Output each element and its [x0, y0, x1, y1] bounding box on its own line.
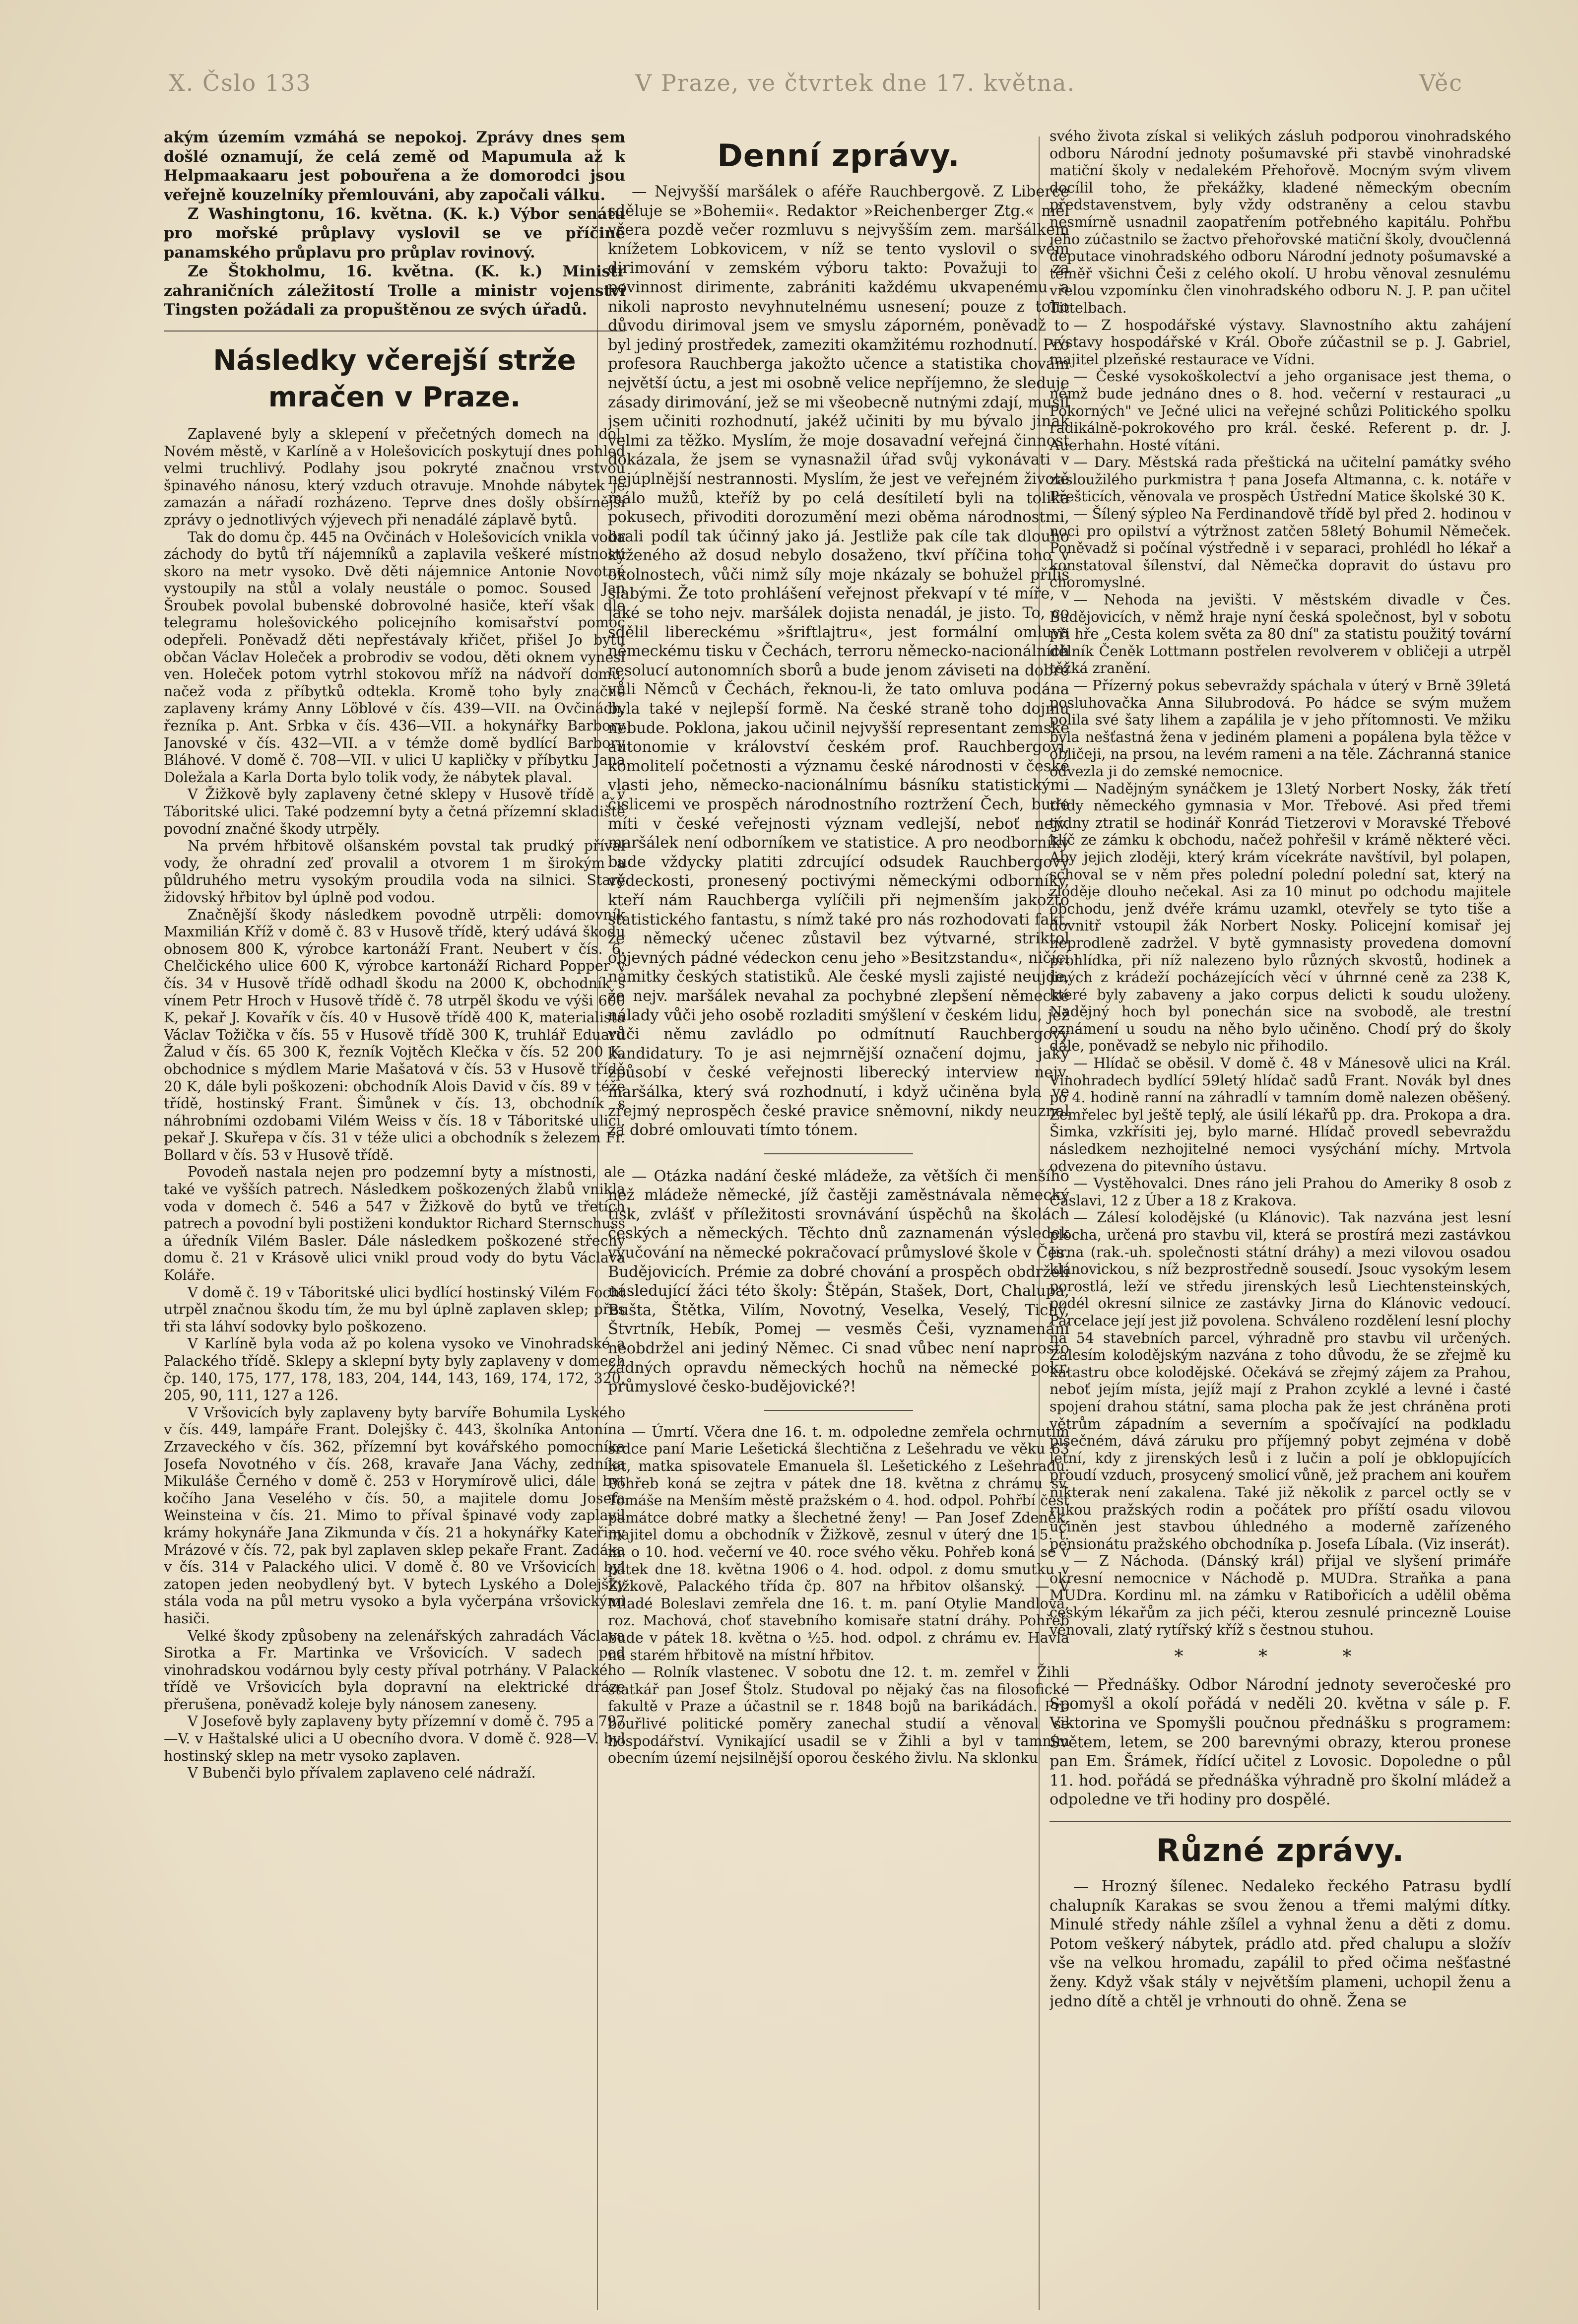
page-header	[0, 0, 1578, 129]
header-issue: X. Čslo 133	[169, 69, 312, 96]
column-2	[608, 128, 1069, 2312]
news-item: — Z Náchoda. (Dánský král) přijal ve slyšení primáře okresní nemocnice v Náchodě p. MUDra. Straňka a pana MUDra. Kordinu ml. na zámku v Ratibořicích a udělil oběma českým lékařům za jich péči, kterou zesnulé princezně Louise věnovali, zlatý rytířský kříž s čestnou stuhou.	[1050, 1553, 1511, 1638]
news-item: — Úmrtí. Včera dne 16. t. m. odpoledne zemřela ochrnutím srdce paní Marie Lešetická šlechtična z Lešehradu ve věku 63 let, matka spisovatele Emanuela šl. Lešetického z Lešehradu. Pohřeb koná se zejtra v pátek dne 18. května z chrámu sv. Tomáše na Menším městě pražském o 4. hod. odpol. Pohřbí čest památce dobré matky a šlechetné ženy! — Pan Josef Zdeněk, majitel domu a obchodník v Žižkově, zesnul v úterý dne 15. t. m. o 10. hod. večerní ve 40. roce svého věku. Pohřeb koná se v pátek dne 18. května 1906 o 4. hod. odpol. z domu smutku v Žižkově, Palackého třída čp. 807 na hřbitov olšanský. — V Mladé Boleslavi zemřela dne 16. t. m. paní Otylie Mandlová, roz. Machová, choť stavebního komisaře statní dráhy. Pohřeb bude v pátek 18. května o ½5. hod. odpol. z chrámu ev. Havla na starém hřbitově na místní hřbitov.	[608, 1423, 1069, 1663]
article-paragraph: V Bubenči bylo přívalem zaplaveno celé nádraží.	[188, 1765, 536, 1782]
news-item: — Vystěhovalci. Dnes ráno jeli Prahou do Ameriky 8 osob z Čáslavi, 12 z Úber a 18 z Krakova.	[1050, 1175, 1511, 1209]
col1-news-washington: Z Washingtonu, 16. května. (K. k.) Výbor senátu pro mořské průplavy vyslovil se ve příčině panamského průplavu pro průplav rovinový.	[164, 205, 625, 262]
divider	[764, 1153, 913, 1154]
article-paragraph: Značnější škody následkem povodně utrpěli: domovník Maxmilián Kříž v domě č. 83 v Husově třídě, který udává škodu obnosem 800 K, výrobce kartonáží Frant. Neubert v čís. 6. Chelčického ulice 600 K, výrobce kartonáží Richard Popper v čís. 34 v Husově třídě odhadl škodu na 2000 K, obchodník s vínem Petr Hroch v Husově třídě č. 78 utrpěl škodu ve výši 600 K, pekař J. Kovařík v čís. 40 v Husově třídě 400 K, materialista Václav Tožička v čís. 55 v Husově třídě 300 K, truhlář Eduard Žalud v čís. 65 300 K, řezník Vojtěch Klečka v čís. 52 200 K, obchodnice s mýdlem Marie Mašatová v čís. 53 v Husově třídě 20 K, dále byli poškozeni: obchodník Alois David v čís. 89 v téže třídě, hostinský Frant. Šimůnek v čís. 13, obchodník s náhrobními ozdobami Vilém Weiss v čís. 18 v Táboritské ulici, pekař J. Skuřepa v čís. 31 v téže ulici a obchodník s železem Fr. Bollard v čís. 53 v Husově třídě.	[164, 906, 625, 1163]
article-headline: Následky včerejší strže mračen v Praze.	[213, 344, 576, 413]
header-right: Věc	[1419, 69, 1463, 96]
divider	[1050, 1821, 1511, 1822]
article-paragraph: Povodeň nastala nejen pro podzemní byty a místnosti, ale také ve vyšších patrech. Následkem poškozených žlabů vnikla voda v domech č. 546 a 547 v Žižkově do bytů ve třetích patrech a povodní byli postiženi konduktor Richard Sternschuss a úředník Vilém Basler. Dále následkem poškozené střechy domu č. 21 v Krásově ulici vnikl proud vody do bytu Václava Koláře.	[164, 1164, 625, 1284]
news-item: — Nejvyšší maršálek o aféře Rauchbergově. Z Liberce sděluje se »Bohemii«. Redaktor »Reichenberger Ztg.« měl včera pozdě večer rozmluvu s nejvyšším zem. maršálkem knížetem Lobkovicem, v níž se tento vyslovil o svém dirimování v zemském výboru takto: Považuji to za povinnost dirimente, zabrániti každému ukvapenému a nikoli naprosto nevyhnutelnému usnesení; pouze z toho důvodu dirimoval jsem ve smyslu záporném, poněvadž to byl jediný prostředek, zameziti okamžitému rozhodnutí. Pro profesora Rauchberga jakožto učence a statistika chovám největší úctu, a jest mi osobně velice nepříjemno, že sleduje zásady dirimování, jež se mi všeobecně nutnými zdají, musil jsem učiniti rozhodnutí, jakéž učiniti by mu bývalo jinak velmi za těžko. Myslím, že moje dosavadní veřejná činnost dokázala, že jsem se vynasnažil úřad svůj vykonávati v nejúplnější nestrannosti. Myslím, že jest ve veřejném životě málo mužů, kteříž by po celá desítiletí byli na tolika pokusech, přivoditi dorozumění mezi oběma národnostmi, brali podíl tak účinný jako já. Jestliže pak cíle tak dlouho kýženého až dosud nebylo dosaženo, tkví příčina toho v okolnostech, vůči nimž síly moje nkázaly se bohužel příliš slabými. Že toto prohlášení veřejnost překvapí v té míře, v jaké se toho nejv. maršálek dojista nenadál, je jisto. To, co sdělil libereckému »šriftlajtru«, jest formální omluva německému tisku v Čechách, terroru německo-nacionálních resolucí autonomních sborů a bude jenom záviseti na dobré vůli Němců v Čechách, řeknou-li, že tato omluva podána byla také v nejlepší formě. Na české straně toho dojmu nebude. Poklona, jakou učinil nejvyšší representant zemské autonomie v království českém prof. Rauchbergovi, komolitelí početnosti a významu české národnosti v české vlasti jeho, německo-nacionálnímu básníku statistickými číslicemi ve prospěch národnostního roztržení Čech, bude míti v české veřejnosti význam vedlejší, neboť nejv. maršálek není odborníkem ve statistice. A pro neodborníky bude vždycky platiti zdrcující odsudek Rauchbergovy vědeckosti, pronesený poctivými německými odborníky, kteří nám Rauchberga vylíčili při nejmenším jakožto statistického fantastu, s nímž také pro nás rozhodovati fakt, že německý učenec zůstavil bez výtvarné, striktol objevných pádné védeckon cenu jeho »Besitzstandu«, ničící námitky českých statistiků. Ale české mysli zajisté neujde, že nejv. maršálek nevahal za pochybné zlepšení německé nálady vůči jeho osobě rozladiti smýšlení v českém lidu, jež vůči němu zavládlo po odmítnutí Rauchbergovy kandidatury. To je asi nejmrnější označení dojmu, jaký způsobí v české veřejnosti liberecký interview nejv. maršálka, který svá rozhodnutí, i když učiněna byla ve zřejmý neprospěch české pravice sněmovní, nikdy neuznal za dobré omlouvati tímto tónem.	[608, 183, 1069, 1139]
news-item: — Šílený sýpleo Na Ferdinandově třídě byl před 2. hodinou v noci pro opilství a výtržnost zatčen 58letý Bohumil Němeček. Poněvadž si počínal výstředně i v separaci, prohlédl ho lékař a konstatoval šílenství, dal Němečka dopravit do ústavu pro choromyslné.	[1050, 506, 1511, 591]
article-paragraph: V domě č. 19 v Táboritské ulici bydlící hostinský Vilém Focht utrpěl značnou škodu tím, že mu byl úplně zaplaven sklep; přes tři sta láhví sodovky bylo poškozeno.	[164, 1284, 625, 1335]
news-item: — Otázka nadání české mládeže, za větších či menšího než mládeže německé, jíž častěji zaměstnávala německý tisk, zvlášť v příležitosti srovnávání úspěchů na školách českých a německých. Těchto dnů zaznamenán výsledek vyučování na německé pokračovací průmyslové škole v Čes. Budějovicích. Prémie za dobré chování a prospěch obdrželi následující žáci této školy: Štěpán, Stašek, Dort, Chalupa, Bušta, Štětka, Vilím, Novotný, Veselka, Veselý, Tichý, Štvrtník, Hebík, Pomej — vesměs Češi, vyznamenání neobdržel ani jediný Němec. Ci snad vůbec není naprosto žádných opravdu německých hochů na německé pokr. průmyslové česko-budějovické?!	[608, 1167, 1069, 1396]
article-paragraph: V Josefově byly zaplaveny byty přízemní v domě č. 795 a 797—V. v Haštalské ulici a U obecního dvora. V domě č. 928—V. byl hostinský sklep na metr vysoko zaplaven.	[164, 1713, 625, 1764]
col1-news-stockholm: Ze Štokholmu, 16. května. (K. k.) Ministr zahraničních záležitostí Trolle a ministr vojenství Tingsten požádali za propuštěnou ze svých úřadů.	[164, 263, 625, 319]
article-paragraph: V Žižkově byly zaplaveny četné sklepy v Husově třídě a v Táboritské ulici. Také podzemní byty a četná přízemní skladiště povodní značné škody utrpěly.	[164, 786, 625, 837]
news-item: — Přednášky. Odbor Národní jednoty severočeské pro Spomyšl a okolí pořádá v neděli 20. května v sále p. F. Viktorina ve Spomyšli poučnou přednášku s programem: Světem, letem, se 200 barevnými obrazy, kterou pronese pan Em. Šrámek, řídící učitel z Lovosic. Dopoledne o půl 11. hod. pořádá se přednáška výhradně pro školní mládež a odpoledne ve tři hodiny pro dospělé.	[1050, 1676, 1511, 1809]
header-dateline: V Praze, ve čtvrtek dne 17. května.	[635, 69, 1076, 96]
column-3	[1050, 128, 1511, 2312]
section-title-daily-news: Denní zprávy.	[717, 137, 960, 174]
article-paragraph: V Karlíně byla voda až po kolena vysoko ve Vinohradské a Palackého třídě. Sklepy a sklepní byty byly zaplaveny v domech čp. 140, 175, 177, 178, 183, 204, 144, 143, 169, 174, 172, 320, 205, 90, 111, 127 a 126.	[164, 1335, 625, 1404]
news-item: — Nehoda na jevišti. V městském divadle v Čes. Budějovicích, v němž hraje nyní česká společnost, byl v sobotu při hře „Cesta kolem světa za 80 dní" za statistu použitý tovární dělník Čeněk Lottmann postřelen revolverem v obličeji a utrpěl těžká zranění.	[1050, 592, 1511, 677]
article-paragraph: Velké škody způsobeny na zelenářských zahradách Václava Sirotka a Fr. Martinka ve Vršovicích. V sadech pod vinohradskou vodárnou byly cesty příval potrhány. V Palackého třídě ve Vršovicích byla dopravní na elektrické dráze přerušena, poněvadž koleje byly nánosem zaneseny.	[164, 1627, 625, 1713]
col1-lead: akým územím vzmáhá se nepokoj. Zprávy dnes sem došlé oznamují, že celá země od Mapumula až k Helpmaakaaru jest pobouřena a že domorodci jsou veřejně kouzelníky přemlouváni, aby započali válku.	[164, 129, 625, 204]
news-item: — Nadějným synáčkem je 13letý Norbert Nosky, žák třetí třídy německého gymnasia v Mor. Třebové. Asi před třemi týdny ztratil se hodinář Konrád Tietzerovi v Moravské Třebové klíč ze zámku k obchodu, načež pohřešil v krámě některé věci. Aby jejich zloději, který krám vícekráte navštívil, byl polapen, schoval se v něm přes polední polední polední sat, který na zloděje dlouho nečekal. Asi za 10 minut po odchodu majitele obchodu, jenž dvéře krámu uzamkl, otevřely se tyto tiše a dovnitř vstoupil žák Norbert Nosky. Policejní komisař jej neprodleně zadržel. V bytě gymnasisty provedena domovní prohlídka, při níž nalezeno bylo různých skvostů, hodinek a jiných z krádeží pocházejících věcí v úhrnné ceně za 238 K, které byly zabaveny a jako corpus delicti k soudu uloženy. Nadějný hoch byl ponechán sice na svobodě, ale trestní oznámení u soudu na něho bylo učiněno. Chodí prý do školy dále, poněvadž se nebylo nic přihodilo.	[1050, 780, 1511, 1055]
article-paragraph: Na prvém hřbitově olšanském povstal tak prudký příval vody, že ohradní zeď provalil a otvorem 1 m širokým a půldruhého metru vysokým proudila voda na silnici. Starý židovský hřbitov byl úplně pod vodou.	[164, 838, 625, 906]
divider	[164, 331, 625, 332]
section-title-various-news: Různé zprávy.	[1156, 1832, 1405, 1868]
news-item: svého života získal si velikých zásluh podporou vinohradského odboru Národní jednoty pošumavské při stavbě vinohradské matiční školy v nedalekém Přehořově. Mocným svým vlivem docílil toho, že překážky, kladené německým obecním představenstvem, byly vždy odstraněny a celou stavbu nesmírně usnadnil zaopatřením potřebného kapitálu. Pohřbu jeho zúčastnilo se žactvo přehořovské matiční školy, dvoučlenná deputace vinohradského odboru Národní jednoty pošumavské a téměř všichni Češi z celého okolí. U hrobu věnoval zesnulému vřelou vzpomínku člen vinohradského odboru N. J. P. pan učitel Tittelbach.	[1050, 128, 1511, 316]
news-item: — Dary. Městská rada přeštická na učitelní památky svého zasloužilého purkmistra † pana Josefa Altmanna, c. k. notáře v Přešticích, věnovala ve prospěch Ústřední Matice školské 30 K.	[1050, 454, 1511, 505]
column-1	[164, 128, 625, 2312]
news-item: — Z hospodářské výstavy. Slavnostního aktu zahájení výstavy hospodářské v Král. Oboře zúčastnil se p. J. Gabriel, majitel plzeňské restaurace ve Vídni.	[1050, 317, 1511, 368]
article-paragraph: V Vršovicích byly zaplaveny byty barvíře Bohumila Lyského v čís. 449, lampáře Frant. Dolejšky č. 443, školníka Antonína Zrzaveckého v čís. 362, přízemní byt kovářského pomocníka Josefa Novotného v čís. 268, kravaře Jana Váchy, zedníka Mikuláše Černého v domě č. 253 v Horymírově ulici, dále byt kočího Jana Veselého v čís. 50, a majitele domu Josefa Weinsteina v čís. 21. Mimo to příval špinavé vody zaplavil krámy hokynáře Jana Zikmunda v čís. 21 a hokynářky Kateřiny Mrázové v čís. 72, pak byl zaplaven sklep pekaře Frant. Zadáka v čís. 314 v Palackého ulici. V domě č. 80 ve Vršovicích byl zatopen jeden neobydlený byt. V bytech Lyského a Dolejšky stála voda na půl metru vysoko a byla vyčerpána vršovickými hasiči.	[164, 1404, 625, 1627]
section-stars: * * *	[1174, 1647, 1386, 1667]
news-item: — Hrozný šílenec. Nedaleko řeckého Patrasu bydlí chalupník Karakas se svou ženou a třemi malými dítky. Minulé středy náhle zšílel a vyhnal ženu a děti z domu. Potom veškerý nábytek, prádlo atd. před chalupu a složív vše na velkou hromadu, zapálil to před očima nešťastné ženy. Když však stály v největším plameni, uchopil ženu a jedno dítě a chtěl je vrhnouti do ohně. Žena se	[1050, 1878, 1511, 2010]
divider	[764, 1410, 913, 1411]
news-item: — Přízerný pokus sebevraždy spáchala v úterý v Brně 39letá posluhovačka Anna Silubrodová. Po hádce se svým mužem polila své šaty lihem a zapálila je v jeho přítomnosti. Ve mžiku byla nešťastná žena v jediném plameni a popálena byla těžce v obličeji, na prsou, na levém rameni a na těle. Záchranná stanice odvezla ji do zemské nemocnice.	[1050, 677, 1511, 780]
news-item: — Rolník vlastenec. V sobotu dne 12. t. m. zemřel v Žihli statkář pan Josef Štolz. Studoval po nějaký čas na filosofické fakultě v Praze a účastnil se r. 1848 bojů na barikádách. Pro bouřlivé politické poměry zanechal studií a věnoval se hospodářství. Vynikající usadil se v Žihli a byl v tamním obecním území nejsilnější oporou českého živlu. Na sklonku	[608, 1664, 1069, 1767]
article-paragraph: Tak do domu čp. 445 na Ovčinách v Holešovicích vnikla voda záchody do bytů tří nájemníků a zaplavila veškeré místnosti skoro na metr vysoko. Dvě děti nájemnice Antonie Novotné vystoupily na stůl a volaly neustále o pomoc. Soused Jan Šroubek povolal bubenské dobrovolné hasiče, kteří však dle telegramu holešovického policejního komisařství pomoc odepřeli. Poněvadž děti nepřestávaly křičet, přišel Jo bytu občan Václav Holeček a probrodiv se vodou, děti oknem vynesl ven. Holeček potom vytrhl stokovou mříž na nádvoří domu, načež voda z příbytků odtekla. Kromě toho byly značně zaplaveny krámy Anny Löblové v čís. 439—VII. na Ovčinách, řezníka p. Ant. Srbka v čís. 436—VII. a hokynářky Barbory Janovské v čís. 432—VII. a v témže domě bydlící Barbory Bláhové. V domě č. 708—VII. v ulici U kapličky v příbytku Jana Doležala a Karla Dorta bylo tolik vody, že nábytek plaval.	[164, 529, 625, 786]
news-item: — Zálesí kolodějské (u Klánovic). Tak nazvána jest lesní plocha, určená pro stavbu vil, která se prostírá mezi zastávkou Jirna (rak.-uh. společnosti státní dráhy) a mezi vilovou osadou klánovickou, s níž bezprostředně sousedí. Jsouc vysokým lesem porostlá, leží ve středu jirenských lesů Liechtensteinských, podél okresní silnice ze zastávky Jirna do Klánovic vedoucí. Parcelace její jest již povolena. Schváleno rozdělení lesní plochy na 54 stavebních parcel, výhradně pro stavbu vil určených. Zalesím kolodějským nazvána z toho důvodu, že se zřejmě ku katastru obce kolodějské. Očekává se zřejmý zájem za Prahou, neboť jejím místa, jejíž mají z Prahon zcyklé a levné i časté spojení drahou státní, sama plocha pak že jest chráněna proti větrům západním a severním a spočívající na podkladu písečném, dává záruku pro příjemný pobyt zejména v době letní, kdy z jirenských lesů i z lučin a polí je obklopujících proudí vzduch, prosycený smolicí vůně, jež prachem ani kouřem nikterak není zakalena. Také již několik z parcel octly se v rukou pražských rodin a počátek pro příští osadu vilovou učiněn jest stavbou úhledného a moderně zařízeného pensionátu pražského obchodníka p. Josefa Líbala. (Viz inserát).	[1050, 1209, 1511, 1552]
news-item: — České vysokoškolectví a jeho organisace jest thema, o němž bude jednáno dnes o 8. hod. večerní v restauraci „u Pokorných" ve Ječné ulici na veřejné schůzi Politického spolku radikálně-pokrokového pro král. české. Referent p. dr. J. Auerhahn. Hosté vítáni.	[1050, 368, 1511, 454]
news-item: — Hlídač se oběsil. V domě č. 48 v Mánesově ulici na Král. Vinohradech bydlící 59letý hlídač sadů Frant. Novák byl dnes po 4. hodině ranní na záhradlí v tamním domě nalezen oběšený. Zemřelec byl ještě teplý, ale úsilí lékařů pp. dra. Prokopa a dra. Šimka, vzkřísiti jej, bylo marné. Hlídač provedl sebevraždu následkem nezhojitelné nemoci vysýchání míchy. Mrtvola odvezena do pitevního ústavu.	[1050, 1055, 1511, 1175]
article-paragraph: Zaplavené byly a sklepení v přečetných domech na dol. Novém městě, v Karlíně a v Holešovicích poskytují dnes pohled velmi truchlivý. Podlahy jsou pokryté značnou vrstvou špinavého nánosu, který vzduch otravuje. Mnohde nábytek je zamazán a nářadí rozházeno. Teprve dnes došly obšírnější zprávy o jednotlivých výjevech při nenadálé záplavě bytů.	[164, 425, 625, 528]
